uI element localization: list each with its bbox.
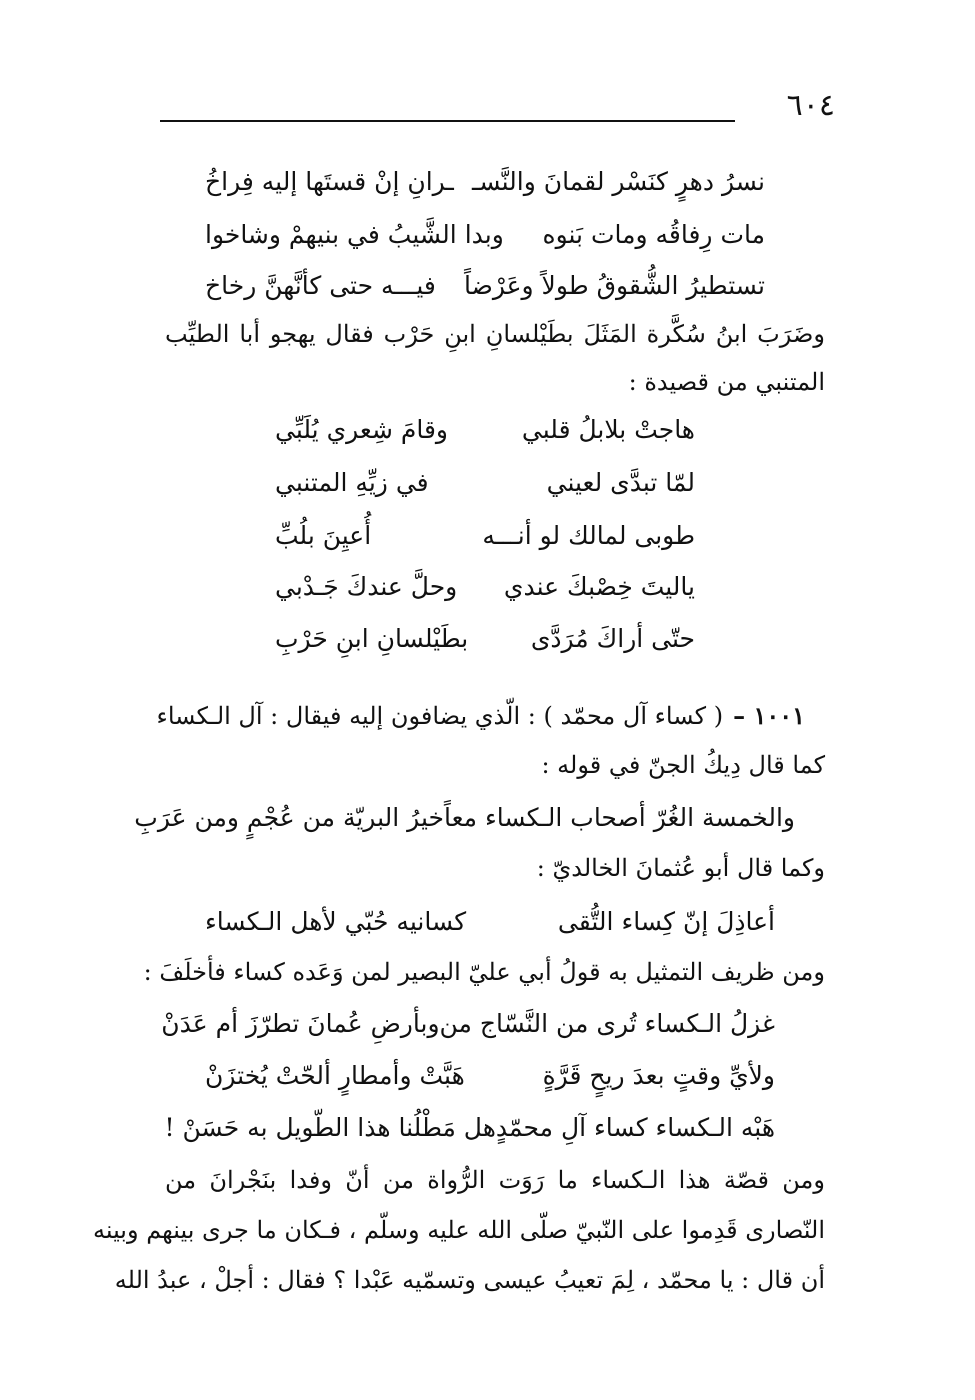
prose-line: المتنبي من قصيدة :: [628, 368, 825, 396]
verse-hemistich-left: كسانيه حُبّي لأهل الـكساء: [205, 907, 467, 936]
prose-line: وضَرَبَ ابنُ سُكَّرة المَثَلَ بطَيْلسانِ ابنِ حَرْب فقال يهجو أبا الطيِّب: [165, 320, 825, 348]
verse-hemistich-left: ـرانِ إنْ قستَها إليه فِراخُ: [205, 167, 454, 196]
page-number: ٦٠٤: [786, 88, 835, 123]
verse-hemistich-right: مات رِفاقُه ومات بَنوه: [542, 220, 765, 249]
verse-line: [205, 162, 765, 202]
prose-line: كما قال دِيكُ الجنّ في قوله :: [541, 751, 825, 779]
verse-hemistich-right: نسرُ دهرٍ كنَسْر لقمانَ والنَّسـ: [472, 167, 765, 196]
verse-line: [275, 410, 695, 450]
verse-hemistich-right: لمّا تبدَّى لعيني: [546, 468, 695, 497]
verse-hemistich-left: خيرُ البريّة من عُجْمٍ ومن عَرَبِ: [134, 803, 444, 832]
verse-hemistich-right: أعاذِلَ إنّ كِساء التُّقى: [557, 907, 775, 936]
verse-line: [134, 798, 795, 838]
verse-hemistich-left: هل مَطْلُنا هذا الطّويل به حَسَنْ !: [164, 1113, 496, 1142]
verse-line: [275, 516, 695, 556]
verse-hemistich-right: والخمسة الغُرّ أصحاب الـكساء معاً: [443, 803, 795, 832]
section-heading: [156, 696, 805, 736]
verse-line: [275, 463, 695, 503]
section-number: ١٠٠١ –: [733, 701, 805, 730]
verse-hemistich-left: في زيِّهِ المتنبي: [275, 468, 429, 497]
prose-line: أن قال : يا محمّد ، لِمَ تعيبُ عيسى وتسمّيه عَبْدا ؟ فقال : أجلْ ، عبدُ الله: [114, 1266, 825, 1294]
verse-line: [205, 1056, 775, 1096]
verse-hemistich-right: هاجتْ بلابلُ قلبي: [521, 415, 695, 444]
prose-line: ومن ظريف التمثيل به قولُ أبي عليّ البصير لمن وَعَده كساء فأخلَفَ :: [143, 958, 825, 986]
header-rule: [160, 120, 735, 122]
section-title: ( كساء آل محمّد ) : الّذي يضافون إليه فيقال : آل الـكساء: [156, 702, 724, 730]
verse-hemistich-left: وبأرضِ عُمانَ تطرّزَ أم عَدَنْ: [161, 1009, 440, 1038]
prose-line: ومن قصّة هذا الـكساء ما رَوَت الرُّواة من أنّ وفدا بنَجْرانَ من: [165, 1166, 825, 1194]
verse-line: [205, 902, 775, 942]
verse-hemistich-right: طوبى لمالك لو أنـــه: [482, 521, 695, 550]
verse-hemistich-left: هَبَّتْ وأمطارٍ ألحّتْ يُختزَنْ: [205, 1061, 465, 1090]
verse-line: [161, 1004, 775, 1044]
verse-hemistich-left: وقامَ شِعري يُلَبِّي: [275, 415, 448, 444]
page-header: [160, 88, 835, 128]
verse-line: [164, 1108, 775, 1148]
prose-line: النّصارى قَدِموا على النّبيّ صلّى الله عليه وسلّم ، فـكان ما جرى بينهم وبينه: [92, 1216, 825, 1244]
verse-hemistich-right: ولأيِّ وقتٍ بعدَ ريحٍ قَرَّةٍ: [542, 1061, 775, 1090]
prose-line: وكما قال أبو عُثمانَ الخالديّ :: [536, 854, 825, 882]
verse-hemistich-left: فيـــه حتى كأنَّهنَّ رخاخ: [205, 271, 436, 300]
verse-hemistich-left: وحلَّ عندكَ جَـدْبي: [275, 572, 458, 601]
verse-line: [205, 266, 765, 306]
verse-hemistich-right: حتّى أراكَ مُرَدَّى: [530, 624, 695, 653]
verse-hemistich-right: غزلُ الـكساء تُرى من النَّسّاج من: [439, 1009, 775, 1038]
verse-line: [205, 215, 765, 255]
verse-line: [275, 619, 695, 659]
verse-hemistich-right: تستطيرُ الشُّقوقُ طولاً وعَرْضاً: [463, 271, 765, 300]
verse-hemistich-right: ياليتَ خِصْبكَ عندي: [503, 572, 695, 601]
verse-hemistich-left: أُعيِنَ بلُبِّ: [275, 521, 372, 550]
verse-hemistich-right: هَبْه الـكساء كساء آلِ محمّدٍ: [495, 1113, 775, 1142]
verse-line: [275, 567, 695, 607]
verse-hemistich-left: وبدا الشَّيبُ في بنيهمْ وشاخوا: [205, 220, 504, 249]
verse-hemistich-left: بطَيْلسانِ ابنِ حَرْبِ: [275, 624, 469, 653]
